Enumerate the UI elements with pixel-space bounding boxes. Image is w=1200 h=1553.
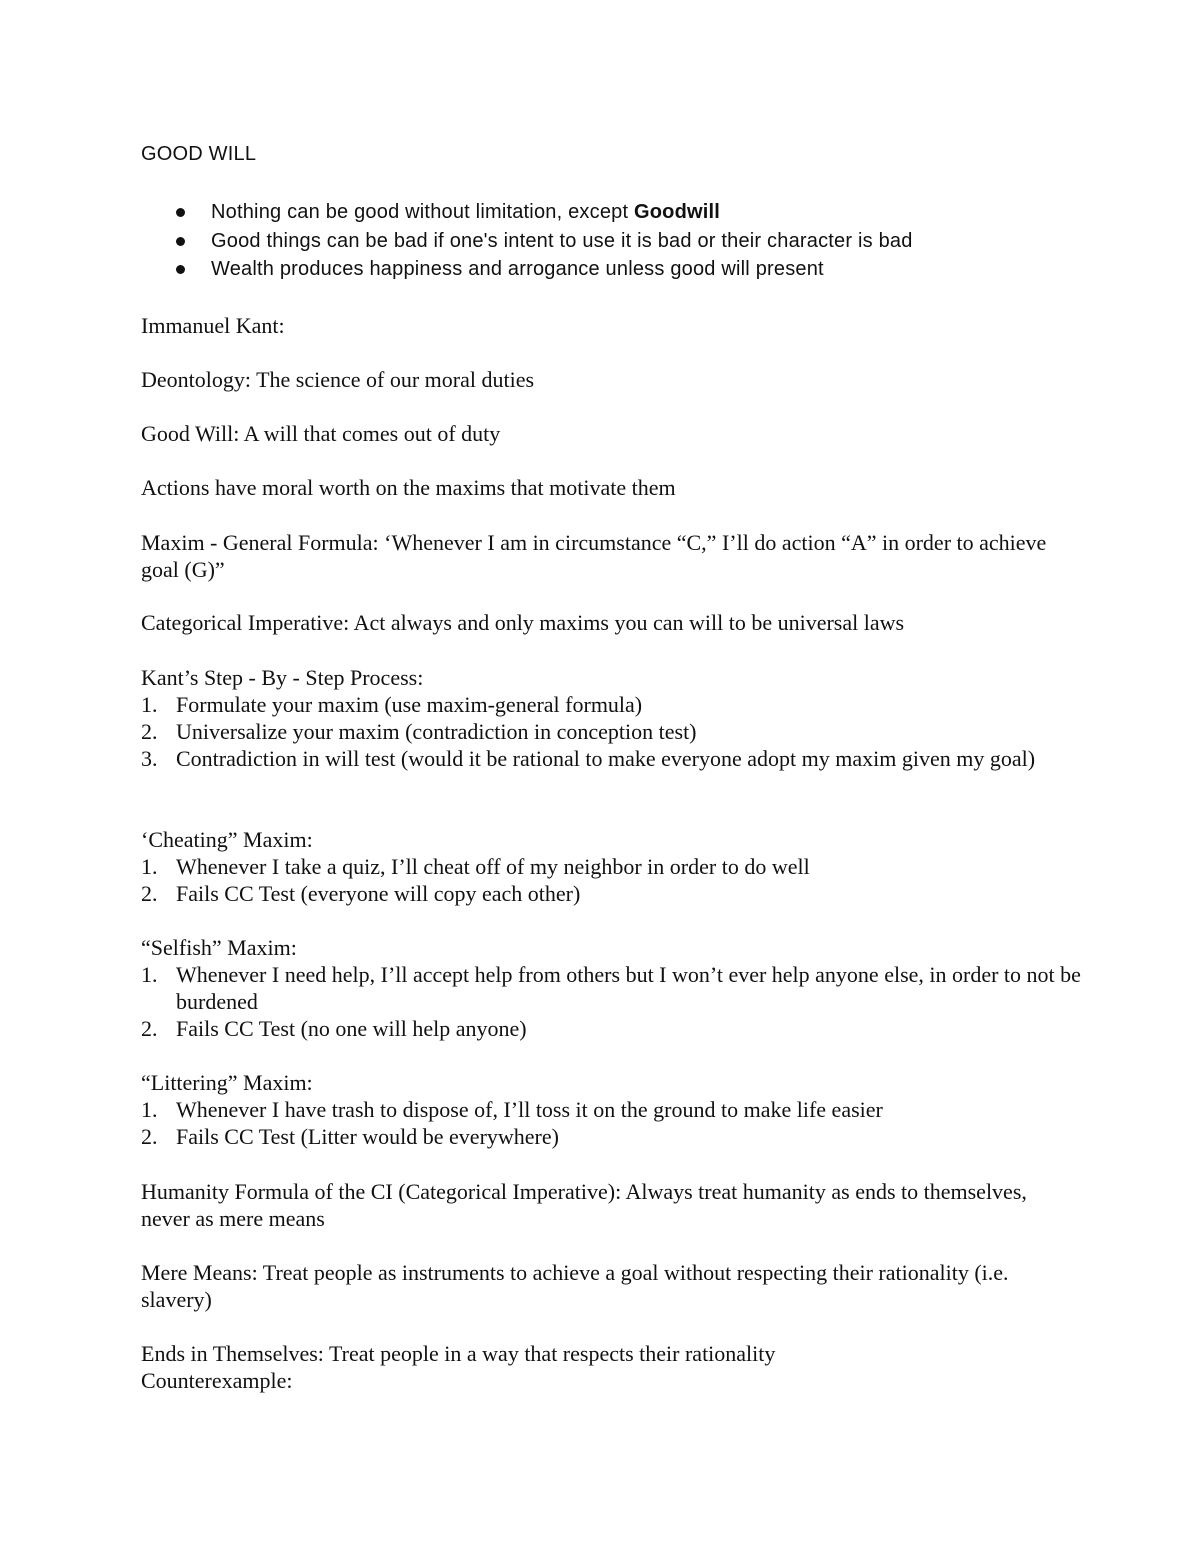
good-will-definition: Good Will: A will that comes out of duty [141,421,501,446]
heading-good-will: GOOD WILL [141,143,257,165]
selfish-title: “Selfish” Maxim: [141,935,297,960]
bullet-dot-icon [176,265,185,274]
selfish-steps-list [141,961,1096,1042]
list-number: 2. [141,1124,158,1149]
list-item-text: Whenever I have trash to dispose of, I’ll toss it on the ground to make life easier [176,1097,883,1122]
list-item [141,745,1096,772]
list-item-text: Fails CC Test (Litter would be everywhere) [176,1124,559,1149]
bullet-dot-icon [176,208,185,217]
list-item [141,880,1096,907]
list-item-text: Whenever I need help, I’ll accept help from others but I won’t ever help anyone else, in order to not be burdened [176,962,1081,1014]
categorical-imperative: Categorical Imperative: Act always and only maxims you can will to be universal laws [141,610,905,635]
list-item [141,691,1096,718]
bullet-item [141,198,913,227]
deontology-definition: Deontology: The science of our moral duties [141,367,535,392]
list-number: 1. [141,1097,158,1122]
bullet-text: Nothing can be good without limitation, except [211,201,634,223]
bullet-bold-text: Goodwill [633,201,721,223]
list-item [141,1096,1096,1123]
bullet-dot-icon [176,237,185,246]
list-item-text: Fails CC Test (everyone will copy each other) [176,881,581,906]
list-item-text: Universalize your maxim (contradiction in conception test) [176,719,697,744]
process-title: Kant’s Step - By - Step Process: [141,665,424,690]
kant-label: Immanuel Kant: [141,313,285,338]
good-will-bullet-list [141,198,913,284]
littering-steps-list [141,1096,1096,1150]
list-item [141,1015,1096,1042]
list-item [141,718,1096,745]
littering-title: “Littering” Maxim: [141,1070,313,1095]
list-number: 2. [141,719,158,744]
list-item-text: Contradiction in will test (would it be rational to make everyone adopt my maxim given my goal) [176,746,1036,771]
cheating-steps-list [141,853,1096,907]
counterexample-label: Counterexample: [141,1368,293,1393]
mere-means-definition: Mere Means: Treat people as instruments to achieve a goal without respecting their rationality (i.e. slavery) [141,1260,1009,1312]
list-number: 2. [141,1016,158,1041]
list-number: 1. [141,962,158,987]
list-item-text: Whenever I take a quiz, I’ll cheat off of my neighbor in order to do well [176,854,810,879]
bullet-text: Wealth produces happiness and arrogance unless good will present [211,258,824,280]
list-number: 1. [141,854,158,879]
list-item [141,961,1096,1015]
bullet-item [141,227,913,256]
bullet-item [141,255,913,284]
bullet-text: Good things can be bad if one's intent to use it is bad or their character is bad [211,229,913,252]
list-item [141,1123,1096,1150]
maxim-formula: Maxim - General Formula: ‘Whenever I am in circumstance “C,” I’ll do action “A” in order to achieve goal (G)” [141,530,1047,582]
list-number: 2. [141,881,158,906]
humanity-formula: Humanity Formula of the CI (Categorical Imperative): Always treat humanity as ends to themselves, never as mere means [141,1179,1027,1231]
list-item [141,853,1096,880]
list-number: 1. [141,692,158,717]
list-item-text: Fails CC Test (no one will help anyone) [176,1016,527,1041]
cheating-title: ‘Cheating” Maxim: [141,827,313,852]
actions-statement: Actions have moral worth on the maxims that motivate them [141,475,676,500]
process-steps-list [141,691,1096,772]
list-number: 3. [141,746,158,771]
ends-in-themselves-definition: Ends in Themselves: Treat people in a way that respects their rationality [141,1341,776,1366]
list-item-text: Formulate your maxim (use maxim-general formula) [176,692,643,717]
